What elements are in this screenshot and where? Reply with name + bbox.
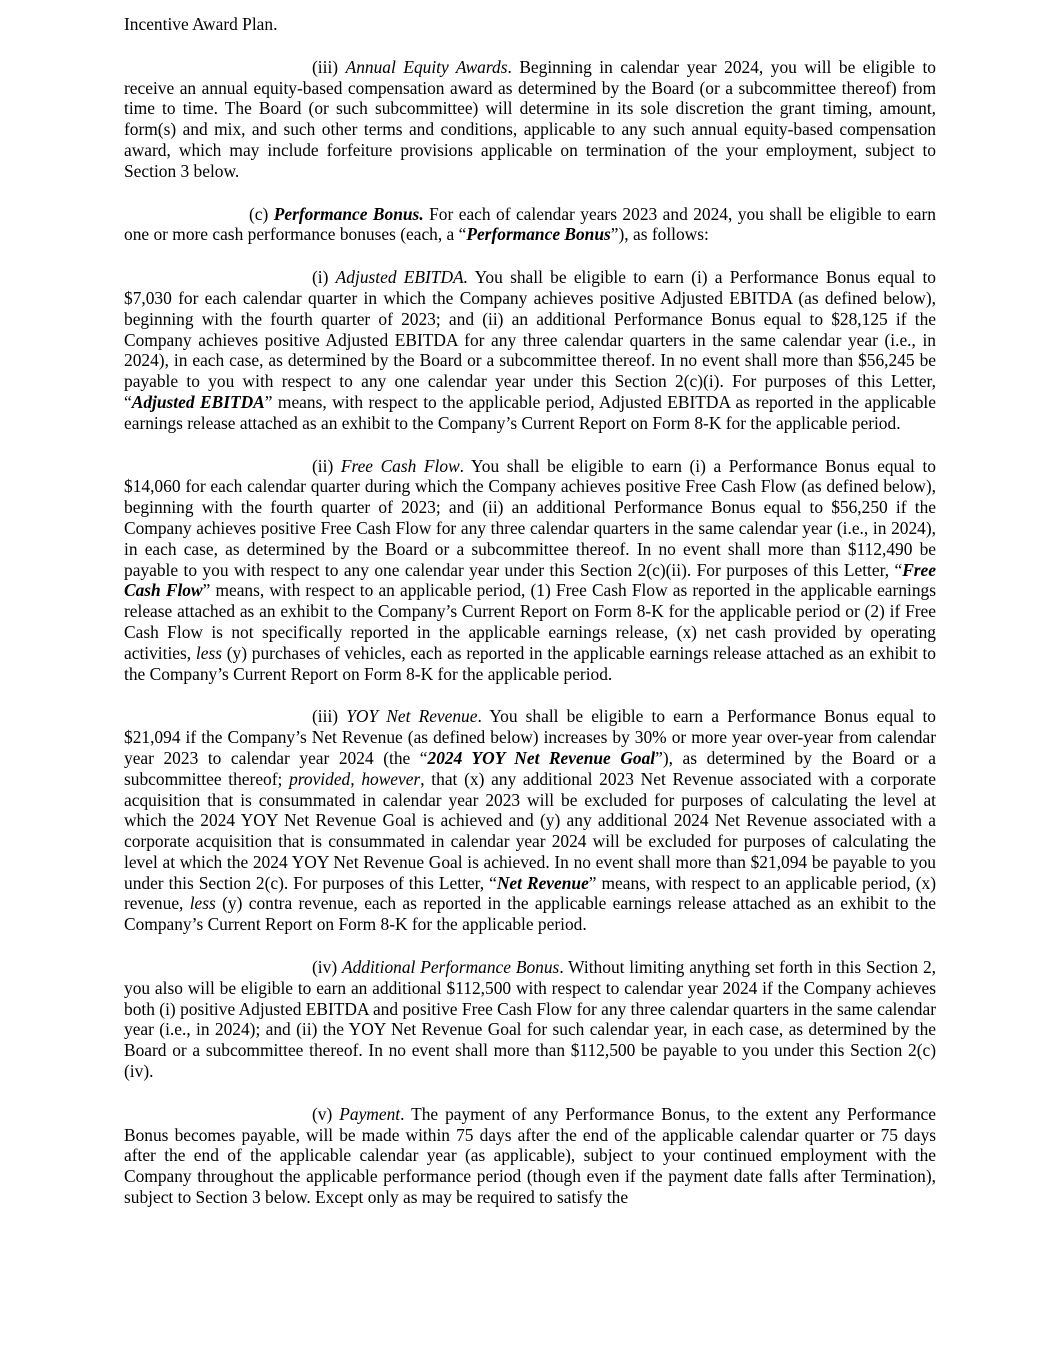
performance-bonus-defined-term: Performance Bonus — [466, 224, 611, 245]
document-page — [124, 14, 936, 1230]
free-cash-flow-heading: Free Cash Flow — [340, 455, 460, 476]
free-cash-flow-number: (ii) — [312, 455, 334, 476]
performance-bonus-section — [124, 204, 936, 246]
yoy-net-revenue-body-4: ” means, with respect to an applicable period, (x) revenue, — [124, 872, 937, 914]
intro-line — [124, 14, 936, 35]
yoy-net-revenue-body-3: , that (x) any additional 2023 Net Revenue associated with a corporate acquisition that is consummated in calendar year 2023 will be excluded for purposes of calculating the level at which the 2024 YOY Net Revenue Goal is achieved and (y) any additional 2024 Net Revenue associated with a corporate acquisition that is consummated in calendar year 2024 will be excluded for purposes of calculating the level at which the 2024 YOY Net Revenue Goal is achieved. In no event shall more than $21,094 be payable to you under this Section 2(c). For purposes of this Letter, “ — [124, 768, 936, 893]
payment-body: . The payment of any Performance Bonus, to the extent any Performance Bonus becomes payable, will be made within 75 days after the end of the applicable calendar quarter or 75 days after the end of the applicable calendar year (as applicable), subject to your continued employment with the Company throughout the applicable performance period (though even if the payment date falls after Termination), subject to Section 3 below. Except only as may be required to satisfy the — [124, 1103, 936, 1208]
free-cash-flow-section — [124, 456, 936, 685]
free-cash-flow-body-2: ” means, with respect to an applicable period, (1) Free Cash Flow as reported in the applicable earnings release attached as an exhibit to the Company’s Current Report on Form 8-K for the applicable period or (2) if Free Cash Flow is not specifically reported in the applicable earnings release, (x) net cash provided by operating activities, — [124, 580, 937, 663]
additional-bonus-number: (iv) — [312, 957, 338, 978]
yoy-net-revenue-defined-term-1: 2024 YOY Net Revenue Goal — [427, 747, 656, 768]
adjusted-ebitda-heading: Adjusted EBITDA. — [335, 267, 469, 288]
free-cash-flow-body-1: . You shall be eligible to earn (i) a Performance Bonus equal to $14,060 for each calendar quarter during which the Company achieves positive Free Cash Flow (as defined below), beginning with the fourth quarter of 2023; and (ii) an additional Performance Bonus equal to $56,250 if the Company achieves positive Free Cash Flow for any three calendar quarters in the same calendar year (i.e., in 2024), in each case, as determined by the Board or a subcommittee thereof. In no event shall more than $112,490 be payable to you with respect to any one calendar year under this Section 2(c)(ii). For purposes of this Letter, “ — [124, 455, 936, 580]
yoy-net-revenue-proviso: provided, however — [289, 768, 421, 789]
performance-bonus-body-2: ”), as follows: — [610, 224, 709, 245]
adjusted-ebitda-section — [124, 267, 936, 433]
annual-equity-awards-section — [124, 57, 936, 182]
adjusted-ebitda-body-2: ” means, with respect to the applicable period, Adjusted EBITDA as reported in the applicable earnings release attached as an exhibit to the Company’s Current Report on Form 8-K for the applicable period. — [124, 391, 936, 433]
performance-bonus-heading: Performance Bonus. — [273, 203, 424, 224]
free-cash-flow-body-3: (y) purchases of vehicles, each as reported in the applicable earnings release attached as an exhibit to the Company’s Current Report on Form 8-K for the applicable period. — [124, 642, 936, 684]
adjusted-ebitda-defined-term: Adjusted EBITDA — [131, 391, 265, 412]
annual-equity-heading: Annual Equity Awards — [345, 56, 508, 77]
yoy-net-revenue-less: less — [189, 893, 216, 914]
adjusted-ebitda-body-1: You shall be eligible to earn (i) a Performance Bonus equal to $7,030 for each calendar quarter in which the Company achieves positive Adjusted EBITDA (as defined below), beginning with the fourth quarter of 2023; and (ii) an additional Performance Bonus equal to $28,125 if the Company achieves positive Adjusted EBITDA for any three calendar quarters in the same calendar year (i.e., in 2024), in each case, as determined by the Board or a subcommittee thereof. In no event shall more than $56,245 be payable to you with respect to any one calendar year under this Section 2(c)(i). For purposes of this Letter, “ — [124, 267, 936, 412]
payment-heading: Payment — [339, 1103, 401, 1124]
free-cash-flow-less: less — [195, 642, 222, 663]
annual-equity-number: (iii) — [312, 56, 339, 77]
annual-equity-body: . Beginning in calendar year 2024, you will be eligible to receive an annual equity-based compensation award as determined by the Board (or a subcommittee thereof) from time to time. The Board (or such subcommittee) will determine in its sole discretion the grant timing, amount, form(s) and mix, and such other terms and conditions, applicable to any such annual equity-based compensation award, which may include forfeiture provisions applicable on termination of the your employment, subject to Section 3 below. — [124, 56, 936, 181]
free-cash-flow-defined-term: Free Cash Flow — [124, 559, 936, 601]
payment-section — [124, 1104, 936, 1208]
payment-number: (v) — [312, 1103, 333, 1124]
intro-text: Incentive Award Plan. — [124, 14, 278, 34]
yoy-net-revenue-body-1: . You shall be eligible to earn a Performance Bonus equal to $21,094 if the Company’s Net Revenue (as defined below) increases by 30% or more year over-year from calendar year 2023 to calendar year 2024 (the “ — [124, 706, 937, 768]
performance-bonus-number: (c) — [249, 203, 269, 224]
adjusted-ebitda-number: (i) — [312, 267, 329, 288]
additional-performance-bonus-section — [124, 957, 936, 1082]
additional-bonus-body: . Without limiting anything set forth in this Section 2, you also will be eligible to earn an additional $112,500 with respect to calendar year 2024 if the Company achieves both (i) positive Adjusted EBITDA and positive Free Cash Flow for any three calendar quarters in the same calendar year (i.e., in 2024); and (ii) the YOY Net Revenue Goal for such calendar year, in each case, as determined by the Board or a subcommittee thereof. In no event shall more than $112,500 be payable to you under this Section 2(c)(iv). — [124, 957, 936, 1082]
yoy-net-revenue-heading: YOY Net Revenue — [346, 706, 478, 727]
yoy-net-revenue-body-5: (y) contra revenue, each as reported in the applicable earnings release attached as an exhibit to the Company’s Current Report on Form 8-K for the applicable period. — [124, 893, 937, 935]
yoy-net-revenue-defined-term-2: Net Revenue — [496, 872, 589, 893]
yoy-net-revenue-body-2: ”), as determined by the Board or a subcommittee thereof; — [124, 747, 936, 789]
additional-bonus-heading: Additional Performance Bonus — [341, 957, 560, 978]
yoy-net-revenue-section — [124, 706, 936, 935]
yoy-net-revenue-number: (iii) — [312, 706, 339, 727]
performance-bonus-body-1: For each of calendar years 2023 and 2024, you shall be eligible to earn one or more cash performance bonuses (each, a “ — [124, 203, 936, 245]
